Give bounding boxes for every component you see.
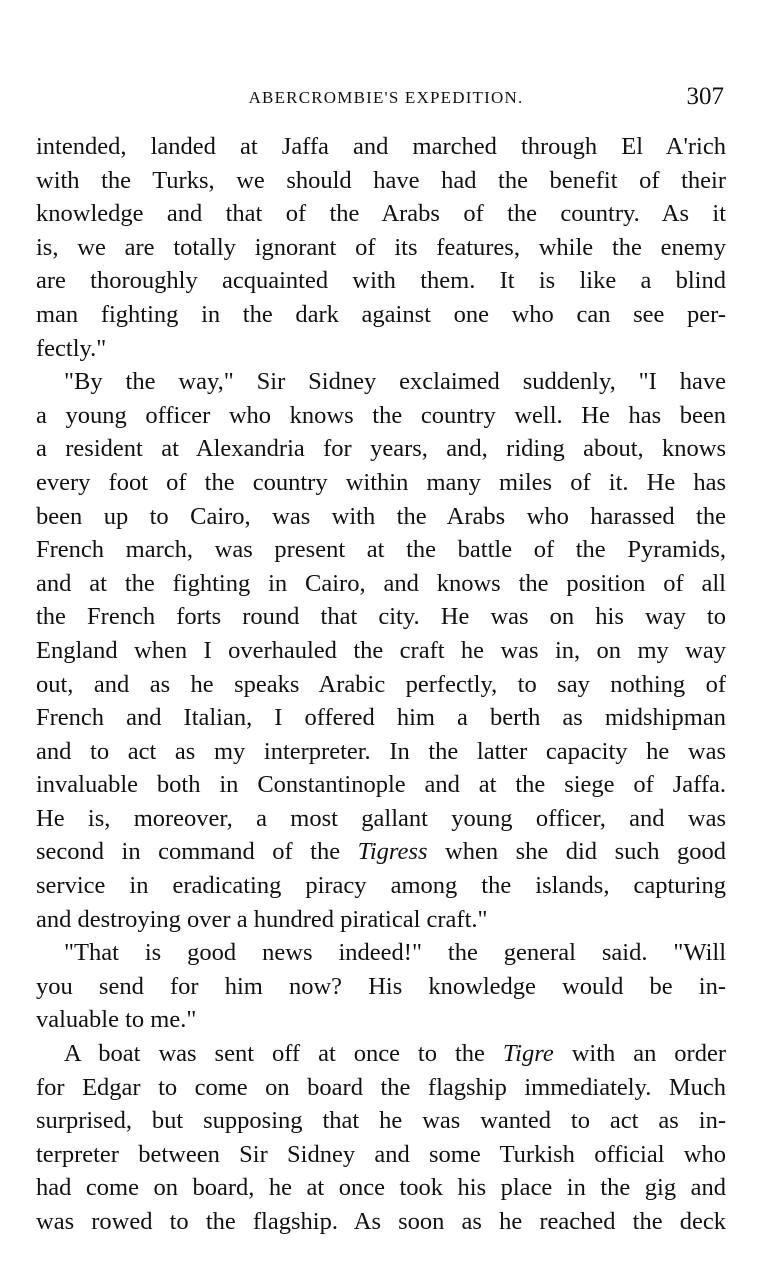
text-line [36,264,726,298]
text-line [36,365,726,399]
text-line [36,701,726,735]
text-run: are thoroughly acquainted with them. It is like a blind [36,267,726,295]
text-line [36,1071,726,1105]
text-line [36,567,726,601]
text-line [36,835,726,869]
text-line [36,231,726,265]
body-text [36,130,726,1239]
text-run: He is, moreover, a most gallant young officer, and was [36,804,726,832]
text-line [36,399,726,433]
text-line [36,1003,726,1037]
text-line [36,1171,726,1205]
text-line [36,735,726,769]
text-run: "That is good news indeed!" the general said. "Will [64,939,726,967]
text-run: is, we are totally ignorant of its features, while the enemy [36,233,726,261]
running-title: ABERCROMBIE'S EXPEDITION. [248,88,524,107]
text-run: A boat was sent off at once to the [64,1040,503,1068]
text-run: service in eradicating piracy among the islands, capturing [36,872,726,900]
text-run: for Edgar to come on board the flagship immediately. Much [36,1073,726,1101]
text-line [36,500,726,534]
text-line [36,197,726,231]
text-run: man fighting in the dark against one who can see per- [36,300,726,328]
italic-text: Tigre [502,1040,554,1068]
text-line [36,332,726,366]
text-run: knowledge and that of the Arabs of the country. As it [36,200,726,228]
text-run: valuable to me." [36,1006,197,1034]
text-line [36,130,726,164]
text-run: was rowed to the flagship. As soon as he reached the deck [36,1208,726,1235]
text-line [36,1104,726,1138]
text-run: surprised, but supposing that he was wanted to act as in- [36,1107,726,1135]
running-head [36,84,726,112]
text-run: every foot of the country within many miles of it. He has [36,468,726,496]
text-run: when she did such good [427,838,726,866]
text-line [36,298,726,332]
text-run: a resident at Alexandria for years, and, riding about, knows [36,435,726,463]
text-line [36,164,726,198]
text-run: intended, landed at Jaffa and marched through El A'rich [36,133,726,160]
text-line [36,970,726,1004]
text-line [36,903,726,937]
text-line [36,600,726,634]
text-line [36,1037,726,1071]
text-run: the French forts round that city. He was on his way to [36,603,726,631]
text-run: and to act as my interpreter. In the latter capacity he was [36,737,726,765]
text-run: and destroying over a hundred piratical craft." [36,905,488,933]
text-line [36,802,726,836]
text-run: been up to Cairo, was with the Arabs who harassed the [36,502,726,530]
text-line [36,1138,726,1172]
text-line [36,466,726,500]
text-line [36,1205,726,1239]
text-line [36,768,726,802]
text-run: invaluable both in Constantinople and at the siege of Jaffa. [36,771,726,799]
text-line [36,668,726,702]
text-run: second in command of the [36,838,358,866]
text-run: fectly." [36,334,107,362]
text-run: French march, was present at the battle of the Pyramids, [36,536,726,564]
text-run: "By the way," Sir Sidney exclaimed suddenly, "I have [64,368,726,396]
text-run: with the Turks, we should have had the benefit of their [36,166,726,194]
text-line [36,432,726,466]
text-run: out, and as he speaks Arabic perfectly, to say nothing of [36,670,726,698]
text-run: had come on board, he at once took his place in the gig and [36,1174,726,1202]
text-line [36,533,726,567]
text-line [36,936,726,970]
text-run: French and Italian, I offered him a berth as midshipman [36,704,726,732]
text-line [36,869,726,903]
text-line [36,634,726,668]
text-run: with an order [553,1040,727,1068]
page-number: 307 [686,83,724,110]
text-run: a young officer who knows the country well. He has been [36,401,726,429]
text-run: terpreter between Sir Sidney and some Turkish official who [36,1140,726,1168]
text-run: England when I overhauled the craft he was in, on my way [36,636,726,664]
text-run: you send for him now? His knowledge would be in- [36,972,726,1000]
text-run: and at the fighting in Cairo, and knows the position of all [36,569,726,597]
italic-text: Tigress [357,838,428,866]
